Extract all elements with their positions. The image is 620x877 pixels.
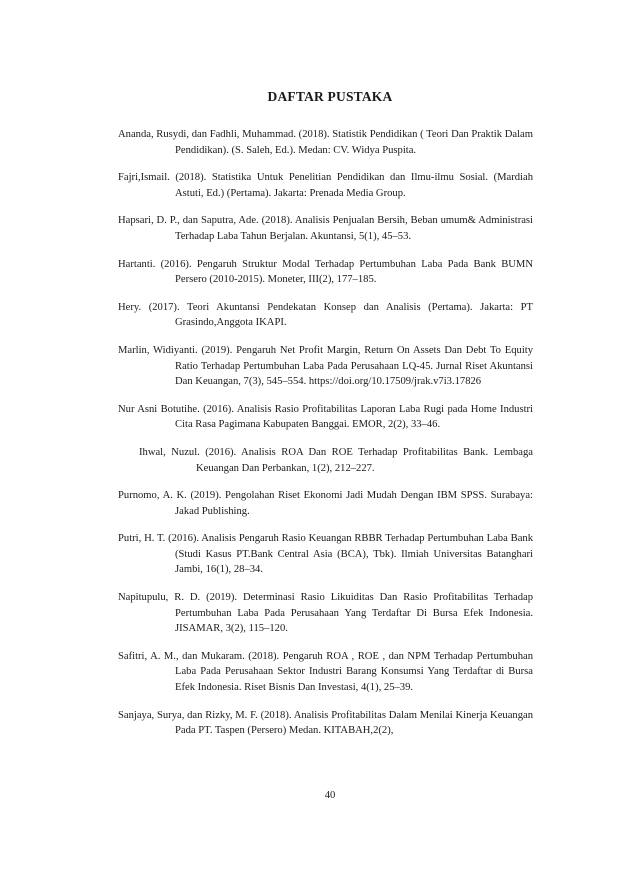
reference-entry: Putri, H. T. (2016). Analisis Pengaruh Rasio Keuangan RBBR Terhadap Pertumbuhan Laba Bank (Studi Kasus PT.Bank Central Asia (BCA), Tbk). Ilmiah Universitas Batanghari Jambi, 16(1), 28–34. — [118, 533, 533, 576]
page-number: 40 — [324, 790, 336, 801]
reference-entry: Ananda, Rusydi, dan Fadhli, Muhammad. (2018). Statistik Pendidikan ( Teori Dan Praktik Dalam Pendidikan). (S. Saleh, Ed.). Medan: CV. Widya Puspita. — [118, 129, 533, 156]
reference-entry: Hartanti. (2016). Pengaruh Struktur Modal Terhadap Pertumbuhan Laba Pada Bank BUMN Persero (2010-2015). Moneter, III(2), 177–185. — [118, 258, 533, 286]
reference-entry: Hery. (2017). Teori Akuntansi Pendekatan Konsep dan Analisis (Pertama). Jakarta: PT Grasindo,Anggota IKAPI. — [118, 301, 533, 329]
reference-entry: Ihwal, Nuzul. (2016). Analisis ROA Dan ROE Terhadap Profitabilitas Bank. Lembaga Keuangan Dan Perbankan, 1(2), 212–227. — [139, 446, 533, 474]
reference-entry: Marlin, Widiyanti. (2019). Pengaruh Net Profit Margin, Return On Assets Dan Debt To Equity Ratio Terhadap Pertumbuhan Laba Pada Perusahaan LQ-45. Jurnal Riset Akuntansi Dan Keuangan, 7(3), 545–554. https://doi.org/10.17509/jrak.v7i3.17826 — [118, 344, 533, 388]
reference-entry: Fajri,Ismail. (2018). Statistika Untuk Penelitian Pendidikan dan Ilmu-ilmu Sosial. (Mardiah Astuti, Ed.) (Pertama). Jakarta: Prenada Media Group. — [118, 172, 533, 199]
reference-entry: Nur Asni Botutihe. (2016). Analisis Rasio Profitabilitas Laporan Laba Rugi pada Home Industri Cita Rasa Pagimana Kabupaten Banggai. EMOR, 2(2), 33–46. — [118, 403, 533, 431]
reference-list — [118, 127, 533, 751]
page-title: DAFTAR PUSTAKA — [267, 89, 393, 104]
reference-entry: Sanjaya, Surya, dan Rizky, M. F. (2018). Analisis Profitabilitas Dalam Menilai Kinerja Keuangan Pada PT. Taspen (Persero) Medan. KITABAH,2(2), — [118, 709, 533, 737]
reference-entry: Purnomo, A. K. (2019). Pengolahan Riset Ekonomi Jadi Mudah Dengan IBM SPSS. Surabaya: Jakad Publishing. — [118, 490, 533, 517]
reference-entry: Hapsari, D. P., dan Saputra, Ade. (2018). Analisis Penjualan Bersih, Beban umum& Administrasi Terhadap Laba Tahun Berjalan. Akuntansi, 5(1), 45–53. — [118, 215, 533, 242]
reference-entry: Napitupulu, R. D. (2019). Determinasi Rasio Likuiditas Dan Rasio Profitabilitas Terhadap Pertumbuhan Laba Pada Perusahaan Yang Terdaftar Di Bursa Efek Indonesia. JISAMAR, 3(2), 115–120. — [118, 592, 533, 635]
reference-entry: Safitri, A. M., dan Mukaram. (2018). Pengaruh ROA , ROE , dan NPM Terhadap Pertumbuhan Laba Pada Perusahaan Sektor Industri Barang Konsumsi Yang Terdaftar di Bursa Efek Indonesia. Riset Bisnis Dan Investasi, 4(1), 25–39. — [118, 650, 533, 694]
